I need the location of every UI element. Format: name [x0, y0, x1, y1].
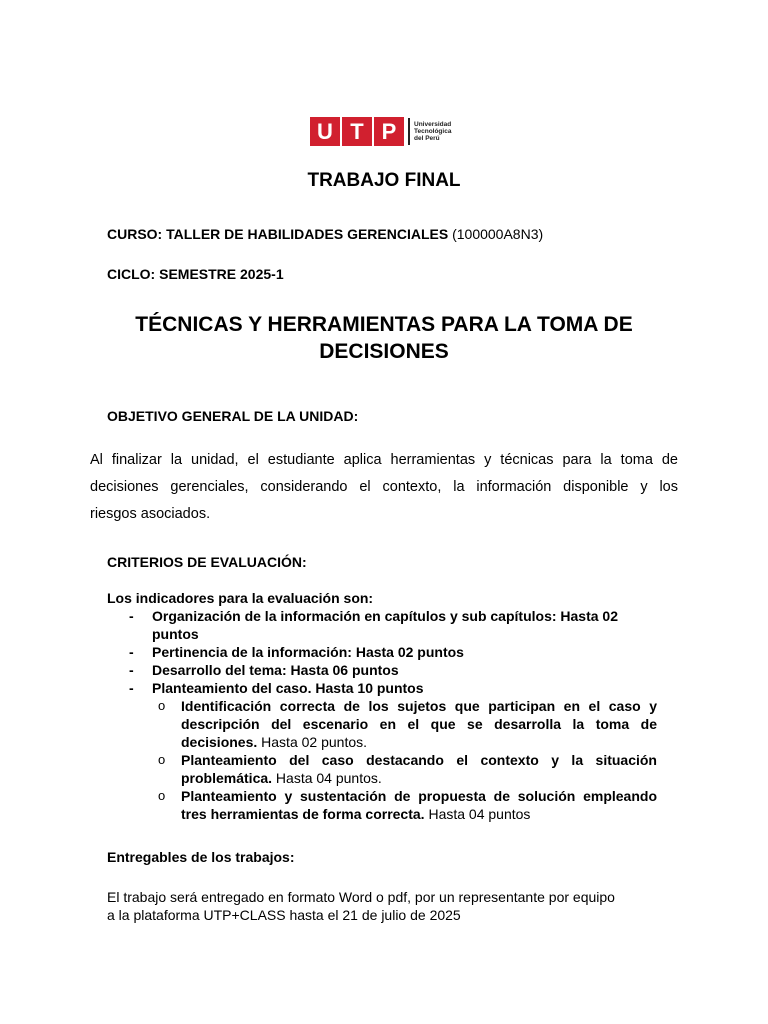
list-item-text: Pertinencia de la información: Hasta 02 puntos [152, 644, 464, 660]
sub-list-item [107, 697, 657, 751]
sub-item-bold: Planteamiento del caso destacando el contexto y la situación problemática. [181, 752, 657, 786]
logo-line: Universidad [414, 121, 452, 128]
deliverables-paragraph [107, 888, 667, 924]
logo-line: Tecnológica [414, 128, 452, 135]
logo-letter-t: T [342, 117, 372, 146]
logo-letter-p: P [374, 117, 404, 146]
logo-divider [408, 118, 410, 145]
utp-logo [310, 117, 451, 146]
objective-line: riesgos asociados. [90, 506, 211, 522]
list-item-text: Planteamiento del caso. Hasta 10 puntos [152, 680, 424, 696]
list-item [107, 661, 657, 679]
logo-line: del Perú [414, 135, 440, 142]
sub-bullet: o [158, 752, 166, 767]
evaluation-list [107, 589, 657, 823]
logo-letter-u: U [310, 117, 340, 146]
sub-item-points: Hasta 02 puntos. [257, 734, 368, 750]
course-code: (100000A8N3) [448, 226, 544, 242]
list-item-text: Desarrollo del tema: Hasta 06 puntos [152, 662, 399, 678]
unit-heading [100, 311, 668, 365]
course-line [107, 226, 543, 242]
objective-line: decisiones gerenciales, considerando el contexto, la información disponible y los [90, 479, 678, 495]
list-dash: - [129, 644, 134, 660]
sub-item-points: Hasta 04 puntos. [272, 770, 382, 786]
deliverables-label: Entregables de los trabajos: [107, 849, 295, 865]
unit-heading-line: DECISIONES [319, 340, 449, 363]
list-dash: - [129, 662, 134, 678]
list-item [107, 607, 657, 643]
list-item-text: Organización de la información en capítulos y sub capítulos: Hasta 02 puntos [152, 608, 618, 642]
sub-list-item [107, 787, 657, 823]
sub-bullet: o [158, 698, 166, 713]
deliverables-line: a la plataforma UTP+CLASS hasta el 21 de julio de 2025 [107, 907, 461, 923]
sub-list-item [107, 751, 657, 787]
sub-item-bold: Identificación correcta de los sujetos que participan en el caso y descripción del escenario en el que se desarrolla la toma de decisiones. [181, 698, 657, 750]
objective-paragraph [90, 447, 678, 528]
criteria-label: CRITERIOS DE EVALUACIÓN: [107, 554, 307, 570]
list-dash: - [129, 680, 134, 696]
deliverables-line: El trabajo será entregado en formato Word o pdf, por un representante por equipo [107, 889, 615, 905]
sub-item-points: Hasta 04 puntos [424, 806, 531, 822]
indicators-label: Los indicadores para la evaluación son: [107, 590, 374, 606]
logo-wordmark [414, 121, 451, 142]
objective-label: OBJETIVO GENERAL DE LA UNIDAD: [107, 408, 359, 424]
list-item [107, 679, 657, 697]
unit-heading-line: TÉCNICAS Y HERRAMIENTAS PARA LA TOMA DE [135, 313, 633, 336]
list-item [107, 643, 657, 661]
list-dash: - [129, 608, 134, 624]
sub-bullet: o [158, 788, 166, 803]
cycle-line: CICLO: SEMESTRE 2025-1 [107, 266, 284, 282]
objective-line: Al finalizar la unidad, el estudiante aplica herramientas y técnicas para la toma de [90, 452, 678, 468]
utp-logo-letters [310, 117, 406, 146]
course-label: CURSO: TALLER DE HABILIDADES GERENCIALES [107, 226, 449, 242]
sub-item-bold: Planteamiento y sustentación de propuesta de solución empleando tres herramientas de forma correcta. [181, 788, 657, 822]
document-title: TRABAJO FINAL [307, 170, 461, 191]
